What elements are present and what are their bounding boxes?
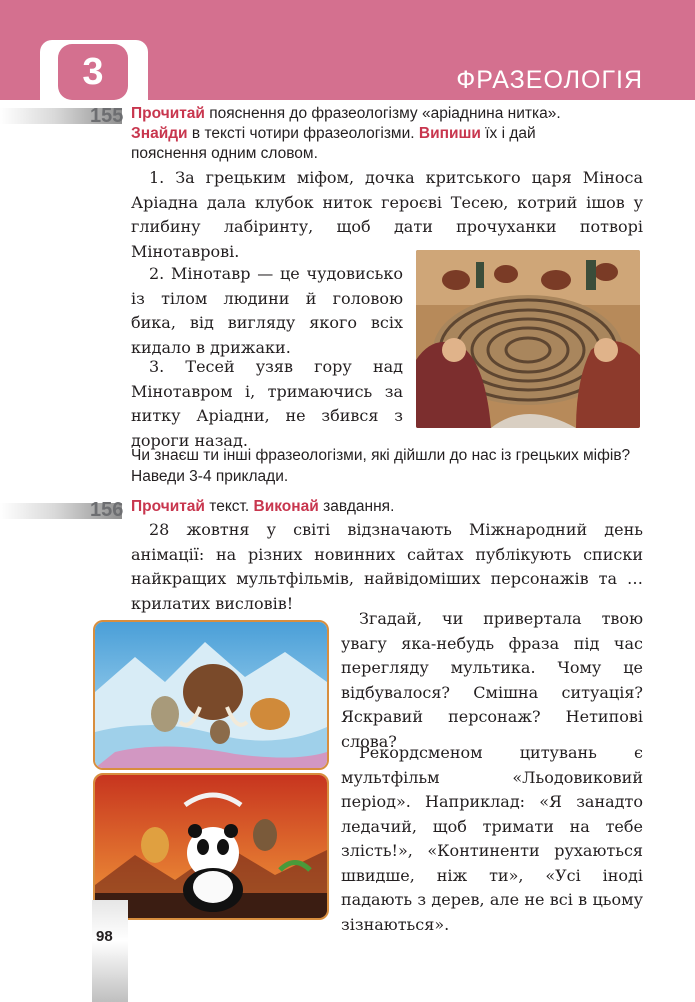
page-number: 98 (96, 928, 113, 945)
keyword-read: Прочитай (131, 105, 205, 122)
section-title: ФРАЗЕОЛОГІЯ (456, 66, 643, 94)
chapter-number-badge: 3 (58, 44, 128, 100)
keyword-find: Знайди (131, 125, 188, 142)
task-156-number: 156 (90, 499, 124, 521)
task-155-instruction-line-3: пояснення одним словом. (131, 145, 318, 162)
ice-age-cartoon-image (93, 620, 329, 770)
ice-age-cartoon-svg (95, 622, 327, 768)
kung-fu-panda-cartoon-svg (95, 775, 327, 918)
task-155-paragraph-3: 3. Тесей узяв гору над Мінотавром і, тримаючись за нитку Аріадни, не збився з дороги назад. (131, 357, 403, 450)
labyrinth-painting-image (416, 250, 640, 428)
task-155-question: Чи знаєш ти інші фразеологізми, які дійшли до нас із грецьких міфів? Наведи 3-4 приклади. (131, 447, 631, 485)
labyrinth-painting-svg (416, 250, 640, 428)
task-155-paragraph-1: 1. За грецьким міфом, дочка критського царя Міноса Аріадна дала клубок ниток героєві Тесею, котрий ішов у глибину лабіринту, щоб дати прочуханки потворі Мінотаврові. (131, 168, 643, 261)
task-156-instruction: Прочитай текст. Виконай завдання. (131, 498, 395, 515)
page-number-strip (92, 900, 128, 1002)
kung-fu-panda-cartoon-image (93, 773, 329, 920)
task-155-paragraph-2: 2. Мінотавр — це чудовисько із тілом людини й головою бика, від вигляду якого всіх кидало в дрижаки. (131, 264, 403, 357)
task-155-number: 155 (90, 105, 124, 127)
task-156-paragraph-3: Рекордсменом цитувань є мультфільм «Льодовиковий період». Наприклад: «Я занадто ледачий, щоб тримати на тебе злість!», «Континенти рухаються швидше, ніж ти», «Усі іноді падають з дерев, але не всі в цьому зізнаються». (341, 743, 643, 934)
task-155-instruction-line-1: Прочитай пояснення до фразеологізму «аріаднина нитка». (131, 105, 561, 122)
keyword-write-out: Випиши (418, 125, 481, 142)
task-156-paragraph-1: 28 жовтня у світі відзначають Міжнародний день анімації: на різних новинних сайтах публікують списки найкращих мультфільмів, найвідоміших персонажів та … крилатих висловів! (131, 520, 643, 613)
keyword-read: Прочитай (131, 498, 205, 515)
task-156-paragraph-2: Згадай, чи привертала твою увагу яка-небудь фраза під час перегляду мультика. Чому це відбувалося? Смішна ситуація? Яскравий персонаж? Нетипові слова? (341, 609, 643, 751)
keyword-do: Виконай (253, 498, 319, 515)
task-155-instruction-line-2: Знайди в тексті чотири фразеологізми. Випиши їх і дай (131, 125, 536, 142)
